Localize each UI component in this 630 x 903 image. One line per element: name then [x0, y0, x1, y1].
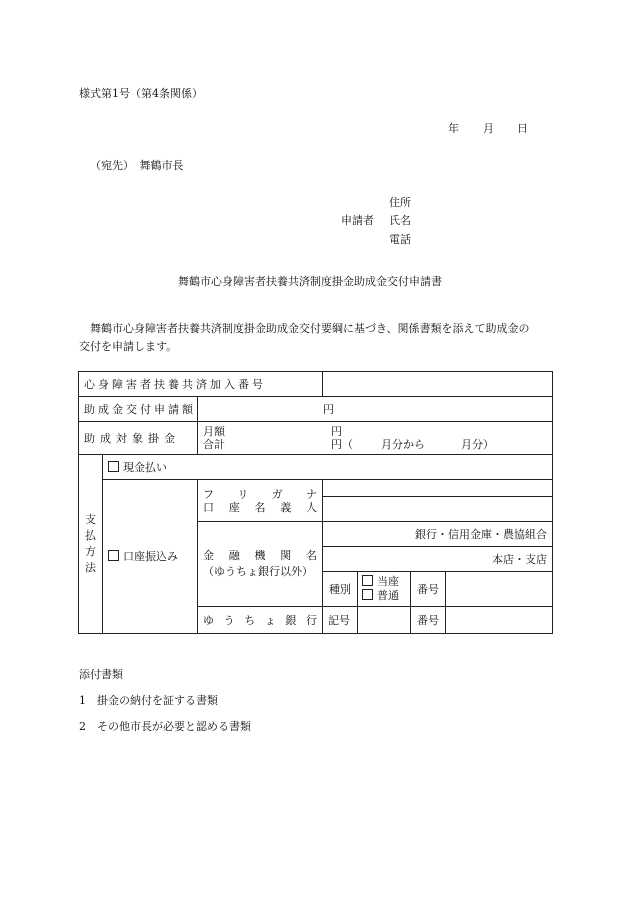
- applicant-role: 申請者: [341, 214, 374, 227]
- attachment-item-1: 1 掛金の納付を証する書類: [79, 694, 218, 707]
- transfer-label: 口座振込み: [123, 550, 178, 563]
- cash-option[interactable]: [103, 455, 553, 480]
- branch-field[interactable]: 本店・支店: [323, 547, 553, 572]
- request-amount-field[interactable]: [198, 397, 553, 422]
- bank-note: （ゆうちょ銀行以外）: [203, 565, 313, 578]
- date-month: 月: [483, 122, 494, 135]
- transfer-option[interactable]: [103, 480, 198, 634]
- kind-label: 種別: [323, 572, 358, 607]
- furigana-field[interactable]: [323, 480, 553, 497]
- phone-label: 電話: [389, 233, 411, 246]
- date-day: 日: [517, 122, 528, 135]
- bank-types[interactable]: 銀行・信用金庫・農協組合: [323, 522, 553, 547]
- account-number-field[interactable]: [446, 572, 553, 607]
- yen-unit: 円: [323, 402, 334, 416]
- symbol-label: 記号: [323, 607, 358, 634]
- account-kind-options[interactable]: [358, 572, 411, 607]
- request-amount-label: 助成金交付申請額: [79, 397, 198, 422]
- to-month: 月分）: [461, 438, 494, 451]
- attachment-item-2: 2 その他市長が必要と認める書類: [79, 720, 251, 733]
- cash-label: 現金払い: [123, 460, 167, 474]
- name-label: 氏名: [389, 214, 411, 227]
- transfer-checkbox[interactable]: [108, 550, 119, 561]
- intro-line-2: 交付を申請します。: [79, 340, 178, 353]
- premium-target-label: 助成対象掛金: [79, 422, 198, 455]
- membership-no-field[interactable]: [323, 372, 553, 397]
- total-yen: 円（: [331, 438, 353, 451]
- symbol-field[interactable]: [358, 607, 411, 634]
- account-holder-field[interactable]: [323, 497, 553, 522]
- from-month: 月分から: [381, 438, 425, 451]
- payment-method-label: 支 払 方 法: [79, 455, 103, 634]
- savings-checkbox[interactable]: [362, 589, 373, 600]
- application-table: [78, 371, 553, 634]
- document-title: 舞鶴市心身障害者扶養共済制度掛金助成金交付申請書: [178, 275, 442, 288]
- addressee: （宛先） 舞鶴市長: [90, 159, 184, 172]
- account-number-label: 番号: [411, 572, 446, 607]
- intro-line-1: 舞鶴市心身障害者扶養共済制度掛金助成金交付要綱に基づき、関係書類を添えて助成金の: [90, 322, 530, 335]
- form-number: 様式第1号（第4条関係）: [79, 87, 203, 100]
- monthly-label: 月額: [203, 425, 225, 438]
- yucho-label: ゆ う ち ょ 銀 行: [198, 607, 323, 634]
- savings-label: 普通: [377, 589, 400, 602]
- checking-checkbox[interactable]: [362, 575, 373, 586]
- date-year: 年: [448, 122, 459, 135]
- total-label: 合計: [203, 438, 225, 451]
- attachments-title: 添付書類: [79, 668, 123, 681]
- bank-label: 金 融 機 関 名 （ゆうちょ銀行以外）: [198, 522, 323, 607]
- membership-no-label: 心身障害者扶養共済加入番号: [79, 372, 323, 397]
- furigana-holder-label: フ リ ガ ナ 口 座 名 義 人: [198, 480, 323, 522]
- yucho-number-label: 番号: [411, 607, 446, 634]
- checking-label: 当座: [377, 575, 400, 588]
- monthly-yen: 円: [331, 425, 342, 438]
- cash-checkbox[interactable]: [108, 461, 119, 472]
- premium-target-field[interactable]: [198, 422, 553, 455]
- yucho-number-field[interactable]: [446, 607, 553, 634]
- address-label: 住所: [389, 196, 411, 209]
